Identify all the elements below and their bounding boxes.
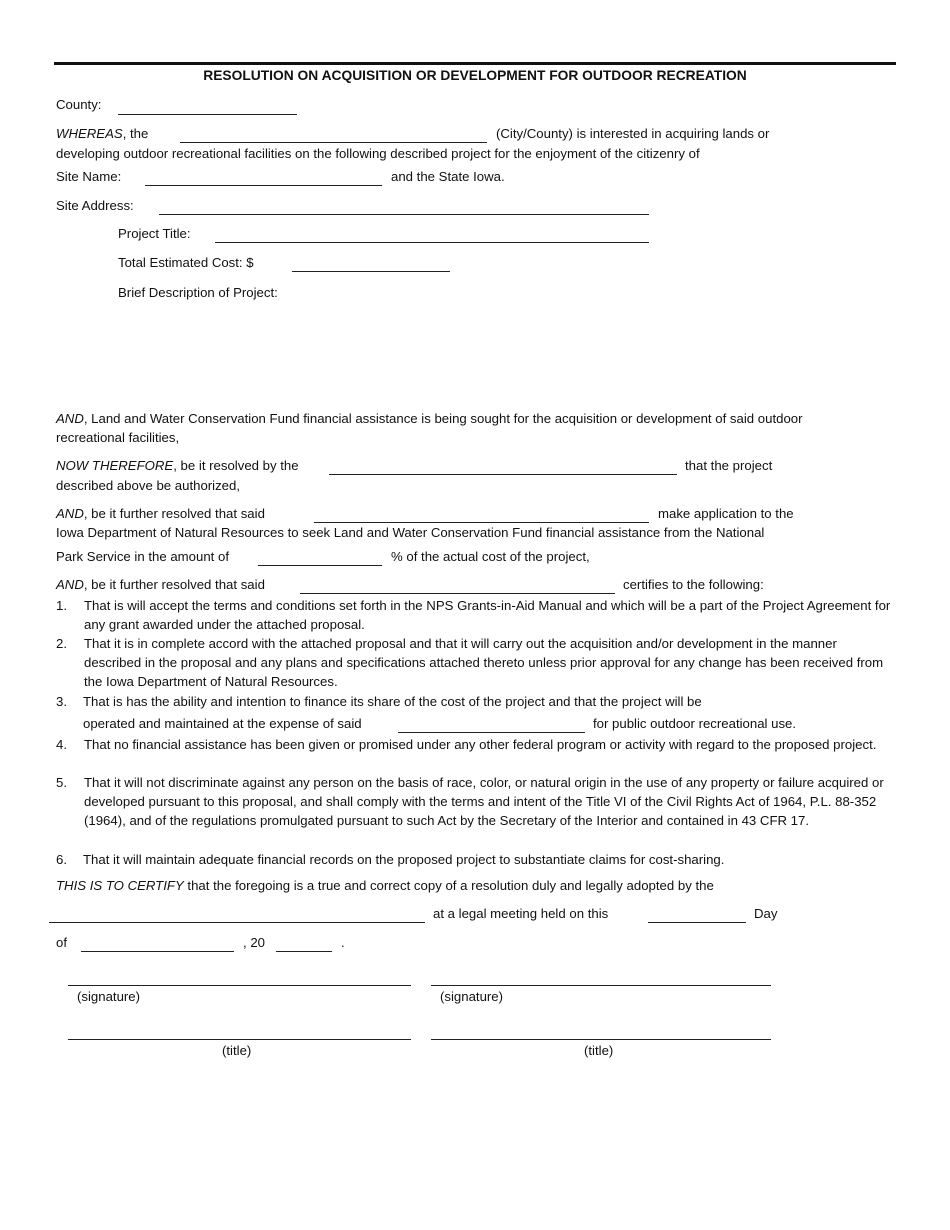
and3-after: certifies to the following: bbox=[623, 577, 764, 592]
and2-lead: AND bbox=[56, 506, 84, 521]
title-label-left: (title) bbox=[222, 1043, 252, 1058]
page-title: RESOLUTION ON ACQUISITION OR DEVELOPMENT FOR OUTDOOR RECREATION bbox=[203, 68, 747, 83]
item-text: That no financial assistance has been given or promised under any other federal program or activity with regard to the proposed project. bbox=[84, 737, 877, 752]
project-title-field[interactable] bbox=[215, 242, 649, 243]
list-item bbox=[56, 850, 896, 869]
and2-line3a: Park Service in the amount of bbox=[56, 549, 229, 564]
certifier-field[interactable] bbox=[300, 593, 615, 594]
item-text: That is has the ability and intention to finance its share of the cost of the project and that the project will be bbox=[83, 694, 702, 709]
top-rule bbox=[54, 62, 896, 65]
and2-line2: Iowa Department of Natural Resources to seek Land and Water Conservation Fund financial assistance from the National bbox=[56, 525, 765, 540]
list-item bbox=[56, 634, 896, 691]
maintainer-field[interactable] bbox=[398, 732, 585, 733]
title-label-right: (title) bbox=[584, 1043, 614, 1058]
now-therefore-line2: described above be authorized, bbox=[56, 478, 241, 493]
and1-text: , Land and Water Conservation Fund financial assistance is being sought for the acquisition or development of said outdoor bbox=[83, 411, 803, 426]
title-line-right[interactable] bbox=[431, 1039, 771, 1040]
site-name-after: and the State Iowa. bbox=[391, 169, 505, 184]
signature-line-right[interactable] bbox=[431, 985, 771, 986]
adopting-body-field[interactable] bbox=[49, 922, 425, 923]
meeting-text: at a legal meeting held on this bbox=[433, 906, 609, 921]
and2-after: make application to the bbox=[658, 506, 794, 521]
and1-lead: AND bbox=[56, 411, 84, 426]
item3-line2b: for public outdoor recreational use. bbox=[593, 716, 797, 731]
now-therefore-lead: NOW THEREFORE bbox=[56, 458, 174, 473]
applicant-field[interactable] bbox=[314, 522, 649, 523]
year-prefix: , 20 bbox=[243, 935, 265, 950]
month-field[interactable] bbox=[81, 951, 234, 952]
site-name-field[interactable] bbox=[145, 185, 382, 186]
description-area[interactable] bbox=[118, 304, 888, 399]
whereas-after-blank: (City/County) is interested in acquiring lands or bbox=[496, 126, 770, 141]
and3-line1 bbox=[56, 576, 265, 593]
site-address-label: Site Address: bbox=[56, 198, 134, 213]
title-line-left[interactable] bbox=[68, 1039, 411, 1040]
whereas-line1 bbox=[56, 125, 148, 142]
day-label: Day bbox=[754, 906, 778, 921]
item-text: That it will maintain adequate financial records on the proposed project to substantiate claims for cost-sharing. bbox=[83, 852, 725, 867]
certify-text: that the foregoing is a true and correct copy of a resolution duly and legally adopted by the bbox=[183, 878, 714, 893]
and3-text: , be it further resolved that said bbox=[83, 577, 265, 592]
now-therefore-after: that the project bbox=[685, 458, 773, 473]
period: . bbox=[341, 935, 345, 950]
now-therefore-line1 bbox=[56, 457, 299, 474]
of-label: of bbox=[56, 935, 67, 950]
item-number: 5. bbox=[56, 775, 67, 790]
county-field[interactable] bbox=[118, 114, 297, 115]
and1-line1 bbox=[56, 410, 803, 427]
list-item bbox=[56, 692, 896, 711]
item-text: That it will not discriminate against any person on the basis of race, color, or natural origin in the use of any property or failure acquired or developed pursuant to this proposal, and shall comply with the terms and intent of the Title VI of the Civil Rights Act of 1964, P.L. 88-352 (1964), and of the regulations promulgated pursuant to such Act by the Secretary of the Interior and contained in 43 CFR 17. bbox=[84, 775, 884, 828]
whereas-lead: WHEREAS bbox=[56, 126, 123, 141]
and1-line2: recreational facilities, bbox=[56, 430, 180, 445]
list-item bbox=[56, 596, 896, 634]
whereas-the: , the bbox=[122, 126, 149, 141]
item3-line2a: operated and maintained at the expense of said bbox=[83, 716, 362, 731]
site-address-field[interactable] bbox=[159, 214, 649, 215]
signature-label-right: (signature) bbox=[440, 989, 504, 1004]
item-number: 1. bbox=[56, 598, 67, 613]
description-label: Brief Description of Project: bbox=[118, 285, 278, 300]
list-item bbox=[56, 735, 896, 773]
item-number: 6. bbox=[56, 852, 67, 867]
percent-field[interactable] bbox=[258, 565, 382, 566]
signature-line-left[interactable] bbox=[68, 985, 411, 986]
year-field[interactable] bbox=[276, 951, 332, 952]
and2-line3b: % of the actual cost of the project, bbox=[391, 549, 590, 564]
certify-lead: THIS IS TO CERTIFY bbox=[56, 878, 184, 893]
day-field[interactable] bbox=[648, 922, 746, 923]
list-item bbox=[56, 773, 896, 849]
and3-lead: AND bbox=[56, 577, 84, 592]
and2-line1 bbox=[56, 505, 265, 522]
total-cost-label: Total Estimated Cost: $ bbox=[118, 255, 254, 270]
item-number: 2. bbox=[56, 636, 67, 651]
certify-line1 bbox=[56, 877, 714, 894]
signature-label-left: (signature) bbox=[77, 989, 141, 1004]
item-number: 4. bbox=[56, 737, 67, 752]
county-label: County: bbox=[56, 97, 102, 112]
item-text: That is will accept the terms and conditions set forth in the NPS Grants-in-Aid Manual and which will be a part of the Project Agreement for any grant awarded under the attached proposal. bbox=[84, 598, 891, 632]
whereas-line2: developing outdoor recreational facilities on the following described project for the enjoyment of the citizenry of bbox=[56, 146, 700, 161]
item-number: 3. bbox=[56, 694, 67, 709]
site-name-label: Site Name: bbox=[56, 169, 122, 184]
now-therefore-text: , be it resolved by the bbox=[173, 458, 299, 473]
project-title-label: Project Title: bbox=[118, 226, 191, 241]
total-cost-field[interactable] bbox=[292, 271, 450, 272]
resolved-by-field[interactable] bbox=[329, 474, 677, 475]
item-text: That it is in complete accord with the attached proposal and that it will carry out the acquisition and/or development in the manner described in the proposal and any plans and specifications attached thereto unless prior approval for any change has been received from the Iowa Department of Natural Resources. bbox=[84, 636, 884, 689]
and2-text: , be it further resolved that said bbox=[83, 506, 265, 521]
city-county-field[interactable] bbox=[180, 142, 487, 143]
